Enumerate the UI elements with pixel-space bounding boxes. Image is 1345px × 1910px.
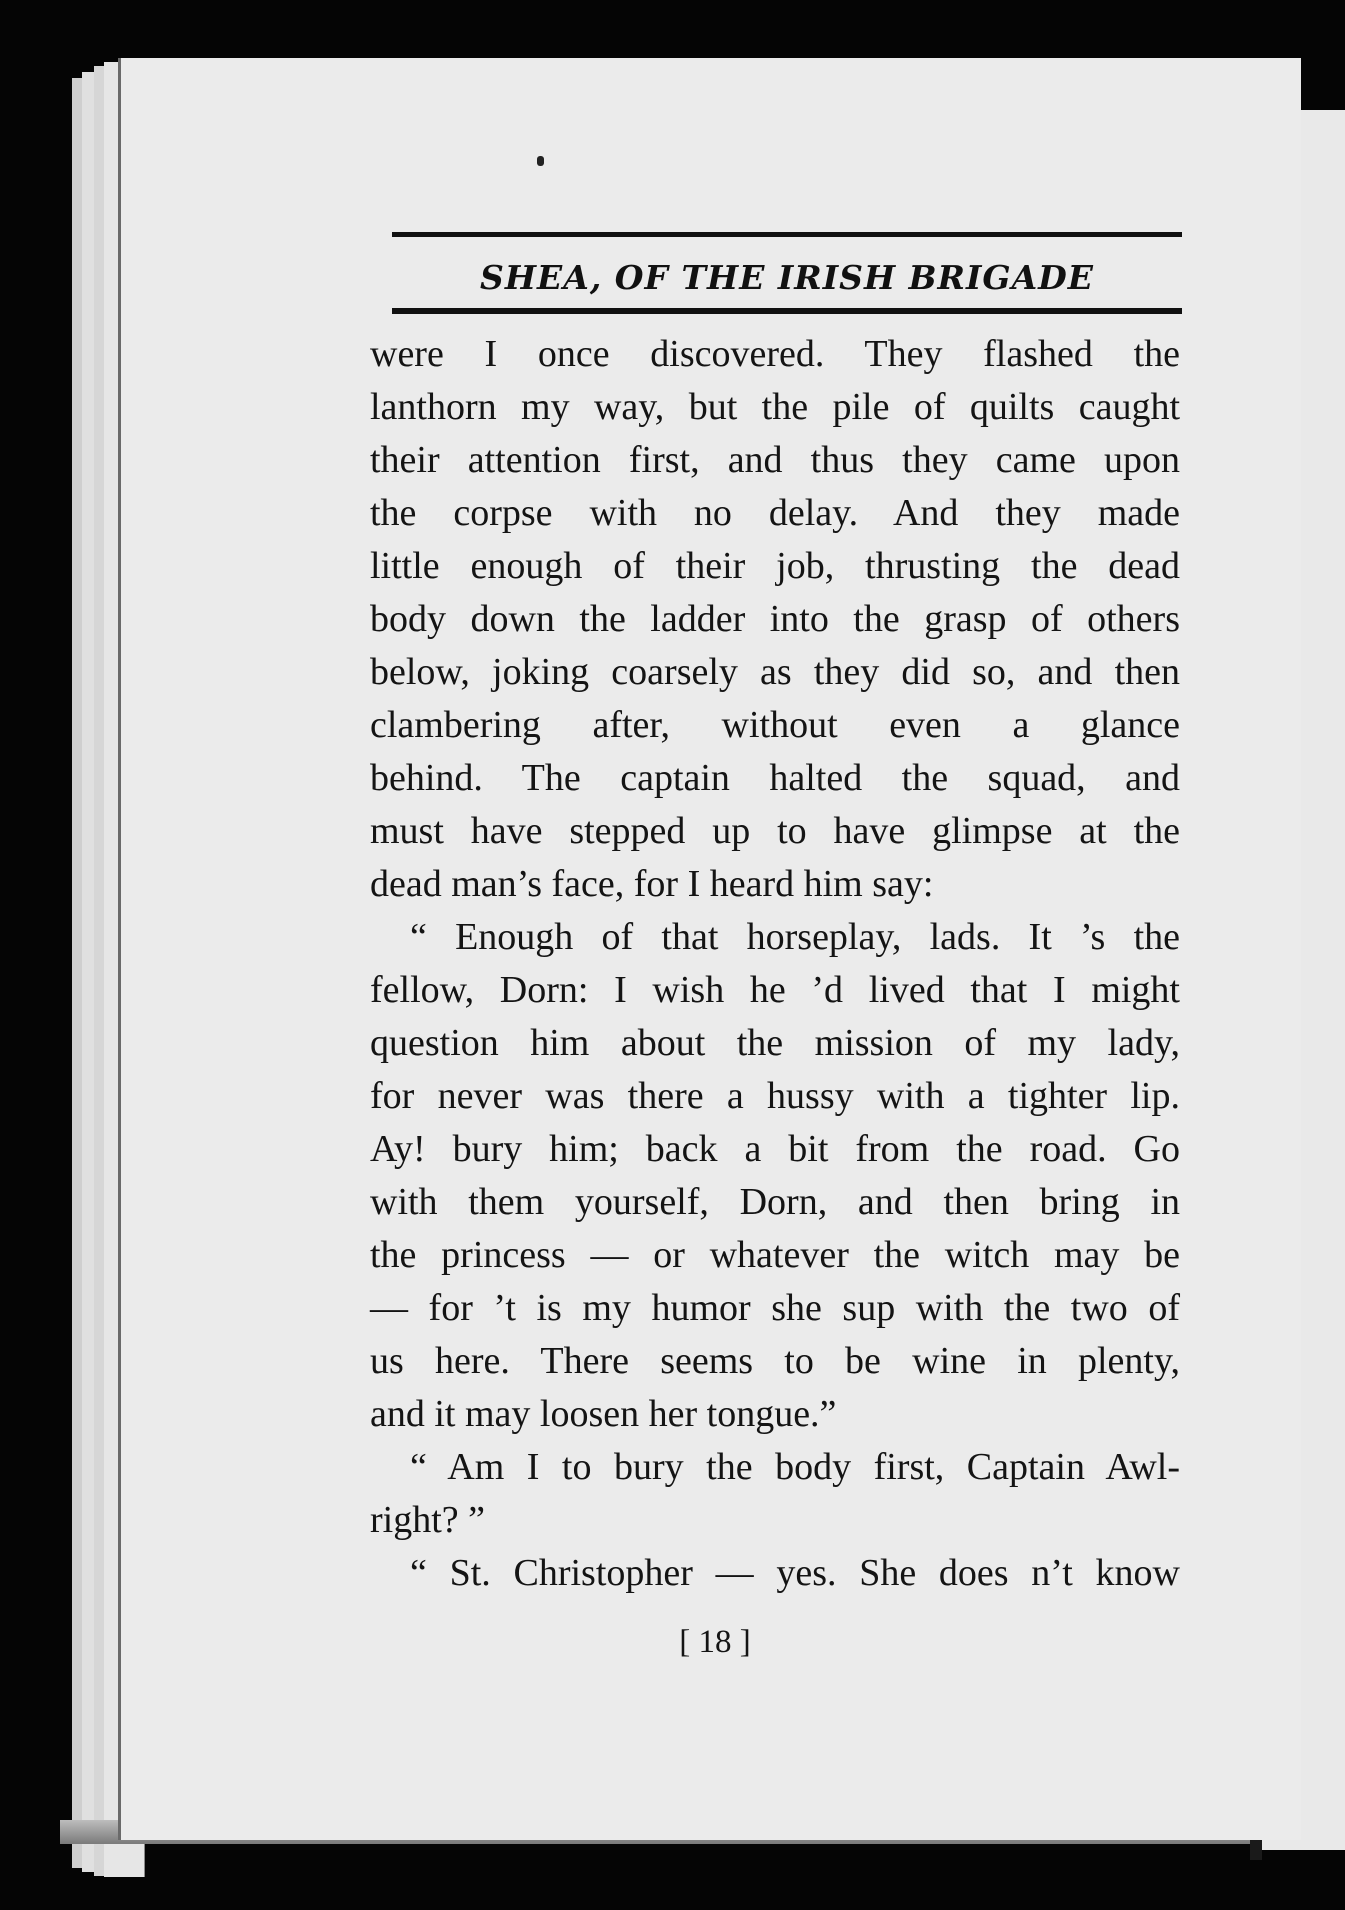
text-line: dead man’s face, for I heard him say:: [370, 863, 934, 905]
text-line: body down the ladder into the grasp of others: [370, 598, 1180, 640]
header-rule-top: [392, 232, 1182, 237]
text-line: question him about the mission of my lady,: [370, 1022, 1180, 1064]
text-line: lanthorn my way, but the pile of quilts caught: [370, 386, 1180, 428]
text-line: were I once discovered. They flashed the: [370, 333, 1180, 375]
text-line: must have stepped up to have glimpse at the: [370, 810, 1180, 852]
text-line: the princess — or whatever the witch may be: [370, 1234, 1180, 1276]
text-line: below, joking coarsely as they did so, and then: [370, 651, 1180, 693]
text-line: for never was there a hussy with a tighter lip.: [370, 1075, 1180, 1117]
text-line: “ Am I to bury the body first, Captain Awl-: [410, 1446, 1180, 1488]
body-text: [370, 328, 1180, 1600]
running-head-title: SHEA, OF THE IRISH BRIGADE: [480, 258, 1094, 297]
text-line: Ay! bury him; back a bit from the road. Go: [370, 1128, 1180, 1170]
text-line: and it may loosen her tongue.”: [370, 1393, 837, 1435]
text-line: their attention first, and thus they came upon: [370, 439, 1180, 481]
text-line: clambering after, without even a glance: [370, 704, 1180, 746]
text-line: little enough of their job, thrusting the dead: [370, 545, 1180, 587]
text-line: with them yourself, Dorn, and then bring in: [370, 1181, 1180, 1223]
header-rule-bottom: [392, 308, 1182, 314]
text-line: right? ”: [370, 1499, 486, 1541]
text-line: behind. The captain halted the squad, and: [370, 757, 1180, 799]
text-line: the corpse with no delay. And they made: [370, 492, 1180, 534]
text-line: “ St. Christopher — yes. She does n’t know: [410, 1552, 1180, 1594]
page-number: [ 18 ]: [679, 1624, 751, 1660]
text-line: us here. There seems to be wine in plenty,: [370, 1340, 1180, 1382]
text-line: fellow, Dorn: I wish he ’d lived that I might: [370, 969, 1180, 1011]
text-line: “ Enough of that horseplay, lads. It ’s the: [410, 916, 1180, 958]
ink-speck: [537, 156, 544, 166]
text-line: — for ’t is my humor she sup with the two of: [370, 1287, 1180, 1329]
running-head: [392, 232, 1182, 318]
